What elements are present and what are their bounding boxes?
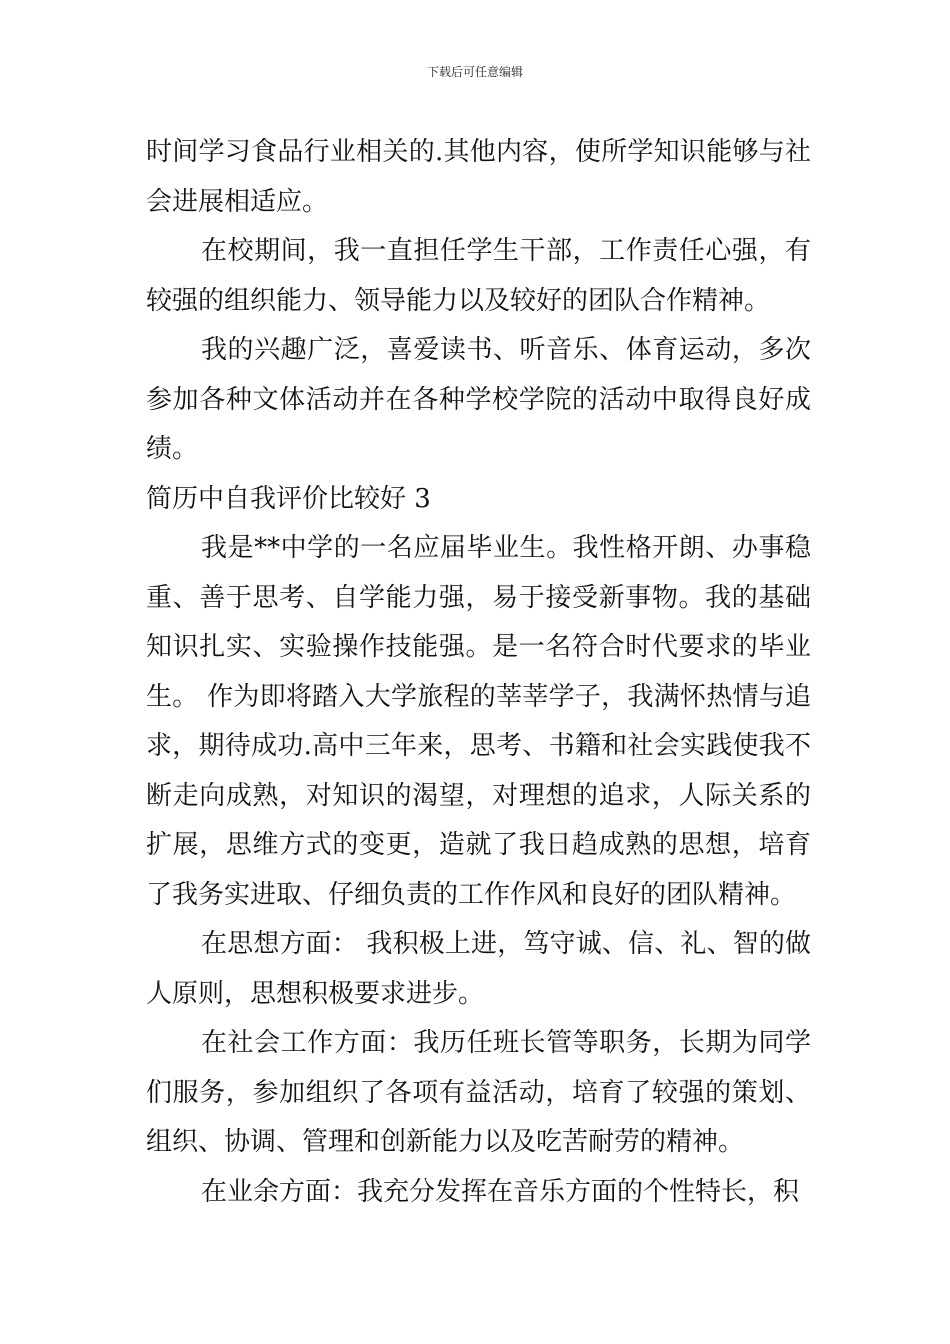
paragraph-3: 我的兴趣广泛，喜爱读书、听音乐、体育运动，多次参加各种文体活动并在各种学校学院的活动中取得良好成绩。 [146,335,811,464]
paragraph-6: 在社会工作方面：我历任班长管等职务，长期为同学们服务，参加组织了各项有益活动，培育了较强的策划、组织、协调、管理和创新能力以及吃苦耐劳的精神。 [146,1028,811,1157]
paragraph-7: 在业余方面：我充分发挥在音乐方面的个性特长，积 [201,1176,800,1207]
paragraph-2: 在校期间，我一直担任学生干部，工作责任心强，有较强的组织能力、领导能力以及较好的团队合作精神。 [146,236,811,316]
document-body [146,128,811,1217]
page-header: 下载后可任意编辑 [426,65,523,79]
paragraph-4: 我是**中学的一名应届毕业生。我性格开朗、办事稳重、善于思考、自学能力强，易于接受新事物。我的基础知识扎实、实验操作技能强。是一名符合时代要求的毕业生。 作为即将踏入大学旅程的莘莘学子，我满怀热情与追求，期待成功.高中三年来，思考、书籍和社会实践使我不断走向成熟，对知识的渴望，对理想的追求，人际关系的扩展，思维方式的变更，造就了我日趋成熟的思想，培育了我务实进取、仔细负责的工作作风和良好的团队精神。 [146,533,811,910]
section-heading: 简历中自我评价比较好 3 [146,483,431,514]
paragraph-5: 在思想方面： 我积极上进，笃守诚、信、礼、智的做人原则，思想积极要求进步。 [146,929,811,1009]
paragraph-1: 时间学习食品行业相关的.其他内容，使所学知识能够与社会进展相适应。 [146,137,811,217]
